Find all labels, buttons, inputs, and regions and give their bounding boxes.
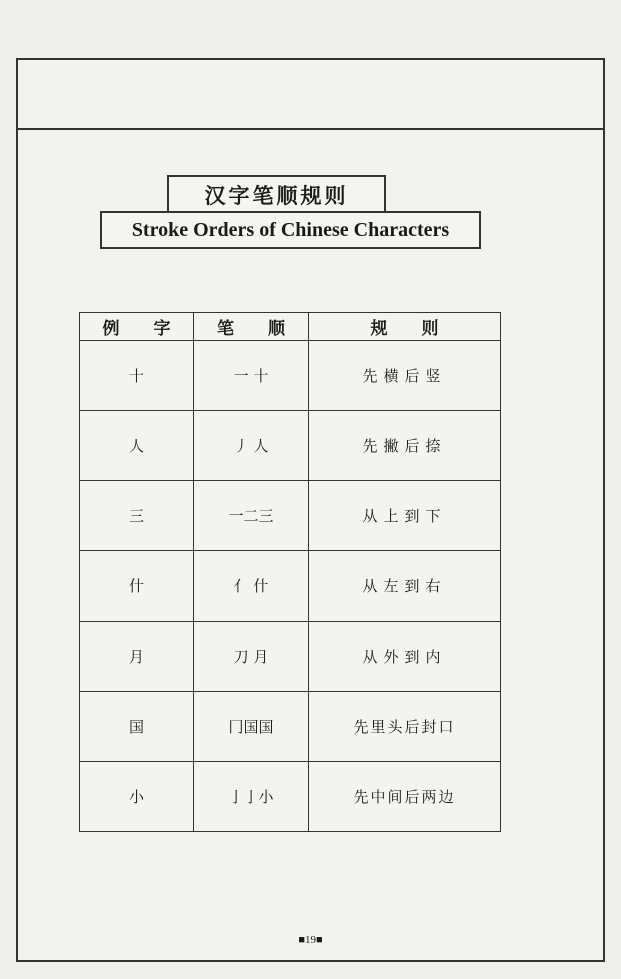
header-stroke-order: 笔顺 [194,313,309,341]
title-english: Stroke Orders of Chinese Characters [100,211,481,249]
page-number: ■19■ [298,934,323,946]
example-char: 什 [80,551,194,621]
table-row [80,481,501,551]
stroke-rule: 从外到内 [309,621,501,691]
stroke-sequence: 一二三 [194,481,309,551]
table-row [80,691,501,761]
stroke-sequence: 冂国国 [194,691,309,761]
example-char: 十 [80,341,194,411]
stroke-order-table [79,312,501,832]
stroke-rule: 先中间后两边 [309,761,501,831]
title-chinese: 汉字笔顺规则 [167,175,386,215]
table-row [80,621,501,691]
example-char: 月 [80,621,194,691]
stroke-sequence: 一 十 [194,341,309,411]
table-row [80,411,501,481]
stroke-rule: 从左到右 [309,551,501,621]
table-row [80,761,501,831]
example-char: 人 [80,411,194,481]
table-header-row [80,313,501,341]
header-example: 例字 [80,313,194,341]
stroke-sequence: 刀 月 [194,621,309,691]
stroke-sequence: 亻 什 [194,551,309,621]
stroke-sequence: 亅亅小 [194,761,309,831]
stroke-rule: 先里头后封口 [309,691,501,761]
stroke-rule: 从上到下 [309,481,501,551]
header-rule: 规则 [309,313,501,341]
table-row [80,341,501,411]
stroke-rule: 先横后竖 [309,341,501,411]
header-rule [18,128,603,130]
example-char: 三 [80,481,194,551]
stroke-rule: 先撇后捺 [309,411,501,481]
stroke-sequence: 丿 人 [194,411,309,481]
example-char: 小 [80,761,194,831]
table-row [80,551,501,621]
example-char: 国 [80,691,194,761]
